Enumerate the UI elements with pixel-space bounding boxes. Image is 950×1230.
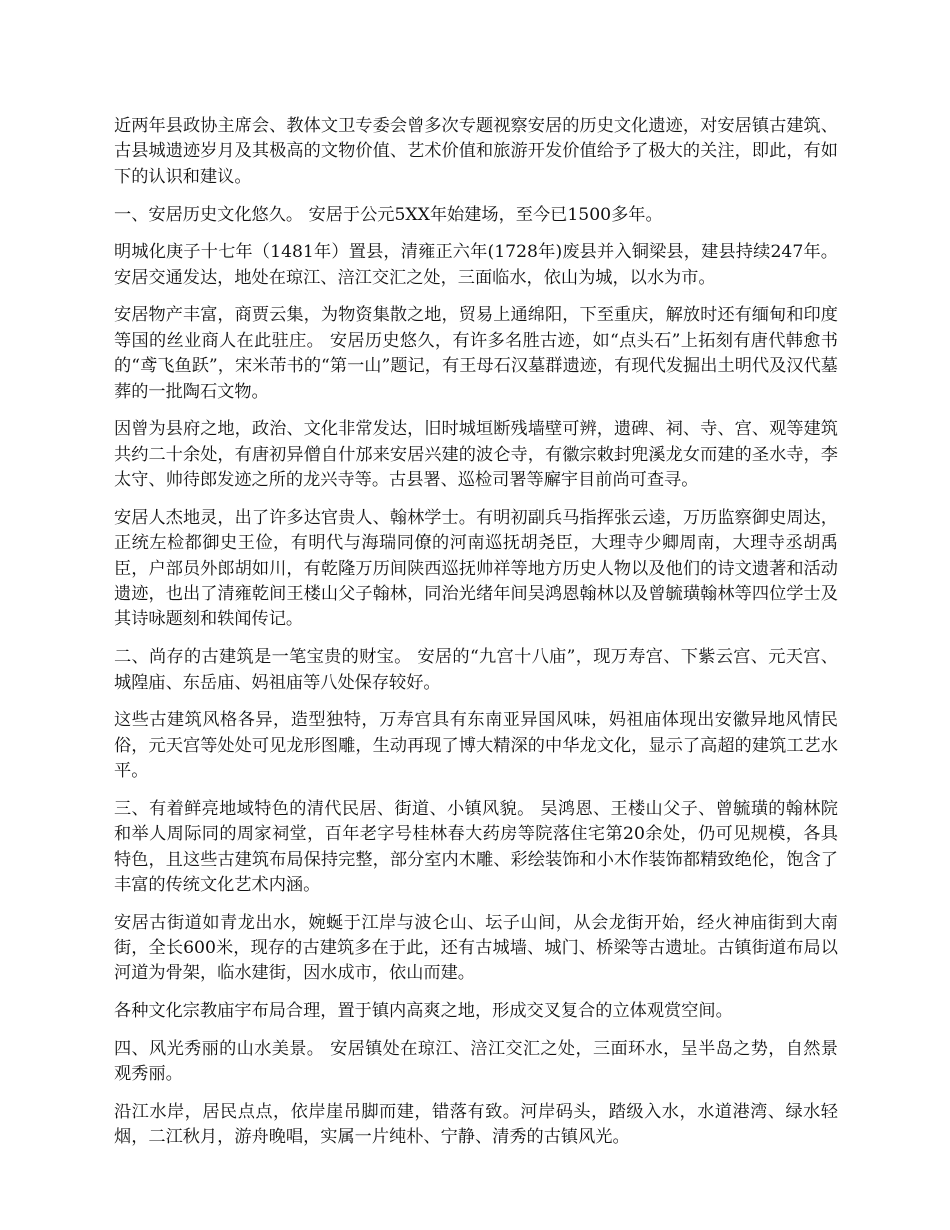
paragraph-religious-layout: 各种文化宗教庙宇布局合理，置于镇内高爽之地，形成交叉复合的立体观赏空间。: [114, 1001, 733, 1022]
paragraph-ancient-streets: 安居古街道如青龙出水，婉蜒于江岸与波仑山、坛子山间，从会龙街开始，经火神庙街到大南街，全长600米，现存的古建筑多在于此，还有古城墙、城门、桥梁等古遗址。古镇街道布局以河道为骨架，临水建街，因水成市，依山而建。: [114, 912, 838, 984]
paragraph-notable-people: 安居人杰地灵，出了许多达官贵人、翰林学士。有明初副兵马指挥张云逵，万历监察御史周达，正统左检都御史王俭，有明代与海瑞同僚的河南巡抚胡尧臣，大理寺少卿周南，大理寺丞胡禹臣，户部员外郎胡如川，有乾隆万历间陕西巡抚帅祥等地方历史人物以及他们的诗文遗著和活动遗迹，也出了清雍乾间王楼山父子翰林，同治光绪年间吴鸿恩翰林以及曾毓璜翰林等四位学士及其诗咏题刻和轶闻传记。: [114, 507, 838, 630]
paragraph-section-1-heading: 一、安居历史文化悠久。 安居于公元5XX年始建场，至今已1500多年。: [114, 204, 663, 225]
document-body: [114, 114, 838, 1163]
paragraph-temples: 因曾为县府之地，政治、文化非常发达，旧时城垣断残墙壁可辨，遗碑、祠、寺、宫、观等建筑共约二十余处，有唐初异僧自什邡来安居兴建的波仑寺，有徽宗敕封兜溪龙女而建的圣水寺，李太守、帅待郎发迹之所的龙兴寺等。古县署、巡检司署等廨宇目前尚可查寻。: [114, 419, 838, 491]
paragraph-section-4-heading: 四、风光秀丽的山水美景。 安居镇处在琼江、涪江交汇之处，三面环水，呈半岛之势，自然景观秀丽。: [114, 1038, 838, 1085]
paragraph-riverside-scenery: 沿江水岸，居民点点，依岸崖吊脚而建，错落有致。河岸码头，踏级入水，水道港湾、绿水轻烟，二江秋月，游舟晚唱，实属一片纯朴、宁静、清秀的古镇风光。: [114, 1101, 838, 1148]
paragraph-products-relics: 安居物产丰富，商贾云集，为物资集散之地，贸易上通绵阳，下至重庆，解放时还有缅甸和印度等国的丝业商人在此驻庄。 安居历史悠久，有许多名胜古迹，如“点头石”上拓刻有唐代韩愈书的“鸢飞鱼跃”，宋米芾书的“第一山”题记，有王母石汉墓群遗迹，有现代发掘出土明代及汉代墓葬的一批陶石文物。: [114, 305, 838, 402]
paragraph-section-2-heading: 二、尚存的古建筑是一笔宝贵的财宝。 安居的“九宫十八庙”，现万寿宫、下紫云宫、元天宫、城隍庙、东岳庙、妈祖庙等八处保存较好。: [114, 647, 838, 693]
paragraph-section-3-heading: 三、有着鲜亮地域特色的清代民居、街道、小镇风貌。 吴鸿恩、王楼山父子、曾毓璜的翰林院和举人周际同的周家祠堂，百年老字号桂林春大药房等院落住宅第20余处，仍可见规模，各具特色，且这些古建筑布局保持完整，部分室内木雕、彩绘装饰和小木作装饰都精致绝伦，饱含了丰富的传统文化艺术内涵。: [114, 798, 838, 895]
paragraph-architecture-style: 这些古建筑风格各异，造型独特，万寿宫具有东南亚异国风味，妈祖庙体现出安徽异地风情民俗，元天宫等处处可见龙形图雕，生动再现了博大精深的中华龙文化，显示了高超的建筑工艺水平。: [114, 710, 838, 782]
paragraph-county-history: 明城化庚子十七年（1481年）置县，清雍正六年(1728年)废县并入铜梁县，建县持续247年。 安居交通发达，地处在琼江、涪江交汇之处，三面临水，依山为城，以水为市。: [114, 242, 838, 288]
paragraph-intro: 近两年县政协主席会、教体文卫专委会曾多次专题视察安居的历史文化遗迹，对安居镇古建筑、古县城遗迹岁月及其极高的文物价值、艺术价值和旅游开发价值给予了极大的关注，即此，有如下的认识和建议。: [114, 116, 838, 187]
